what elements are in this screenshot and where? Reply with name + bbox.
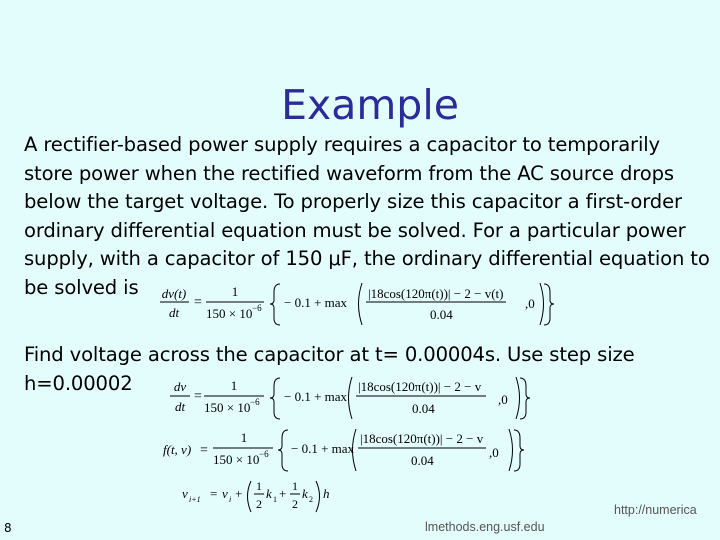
frac1-numerator: 1 [256,479,262,493]
footer-url-part-2[interactable]: lmethods.eng.usf.edu [425,520,545,534]
update-rhs: v [222,486,228,501]
find-line: h=0.00002 [24,371,133,395]
ode-term: − 0.1 + max [284,389,348,404]
coef-denominator: 150 × 10 [213,452,260,467]
right-paren [316,481,320,512]
equals-sign: = [200,443,208,458]
paragraph-line: store power when the rectified waveform from the AC source drops [24,161,674,185]
k1-subscript: 1 [273,495,277,504]
left-brace [278,430,288,471]
max-numerator: |18cos(120π(t))| − 2 − v [358,379,482,394]
max-numerator: |18cos(120π(t))| − 2 − v [360,431,484,446]
coef-numerator: 1 [231,284,239,299]
ode-equation-short [168,374,538,422]
frac2-numerator: 1 [292,479,298,493]
find-line: Find voltage across the capacitor at t= 0.00004s. Use step size [24,343,635,366]
update-lhs: v [182,486,188,501]
right-brace [520,378,530,419]
equals-sign: = [194,295,202,310]
lhs-numerator: dv(t) [161,286,187,301]
right-paren [540,283,544,325]
step-h: h [323,486,330,501]
max-denominator: 0.04 [411,453,434,468]
left-brace [270,378,280,419]
frac1-denominator: 2 [256,497,262,511]
coef-numerator: 1 [240,430,248,445]
plus-sign: + [235,486,243,501]
coef-denominator: 150 × 10 [206,306,253,321]
k2: k [302,486,308,501]
left-paren [349,377,353,419]
coef-denominator: 150 × 10 [204,400,251,415]
paragraph-line: below the target voltage. To properly size this capacitor a first-order [24,190,682,213]
update-rhs-subscript: i [229,495,232,504]
paragraph-line: ordinary differential equation must be solved. For a particular power [24,218,686,242]
problem-paragraph [24,131,716,302]
coef-numerator: 1 [230,378,238,393]
coef-exponent: −6 [252,303,262,313]
slide-number: 8 [4,521,12,535]
max-denominator: 0.04 [430,307,453,322]
plus-sign: + [279,486,287,501]
update-lhs-subscript: i+1 [189,495,201,504]
left-paren [359,283,363,325]
equals-sign: = [210,486,218,501]
coef-exponent: −6 [259,449,269,459]
lhs-numerator: dv [173,379,187,394]
right-brace [514,430,524,471]
right-paren [509,429,513,471]
lhs-denominator: dt [174,399,186,414]
ode-term: − 0.1 + max [291,441,355,456]
footer-url-part-1[interactable]: http://numerica [614,503,697,517]
slide-title: Example [281,81,459,129]
max-denominator: 0.04 [412,401,435,416]
k2-subscript: 2 [309,495,313,504]
ode-equation [160,280,560,328]
paragraph-line: A rectifier-based power supply requires a capacitor to temporarily [24,133,660,156]
paragraph-line: supply, with a capacitor of 150 μF, the ordinary differential equation to [24,247,710,270]
max-tail: ,0 [498,392,508,407]
function-lhs: f(t, v) [163,442,192,457]
lhs-denominator: dt [168,305,180,320]
ode-term: − 0.1 + max [284,295,348,310]
k1: k [266,486,272,501]
function-definition [163,426,538,474]
update-formula [180,478,340,518]
equals-sign: = [194,389,202,404]
right-brace [544,284,554,325]
right-paren [516,377,520,419]
max-tail: ,0 [489,445,499,460]
frac2-denominator: 2 [292,497,298,511]
left-brace [270,284,280,325]
coef-exponent: −6 [250,397,260,407]
left-paren [248,481,252,512]
max-numerator: |18cos(120π(t))| − 2 − v(t) [368,286,504,301]
max-tail: ,0 [525,296,535,311]
paragraph-line: be solved is [24,275,139,299]
